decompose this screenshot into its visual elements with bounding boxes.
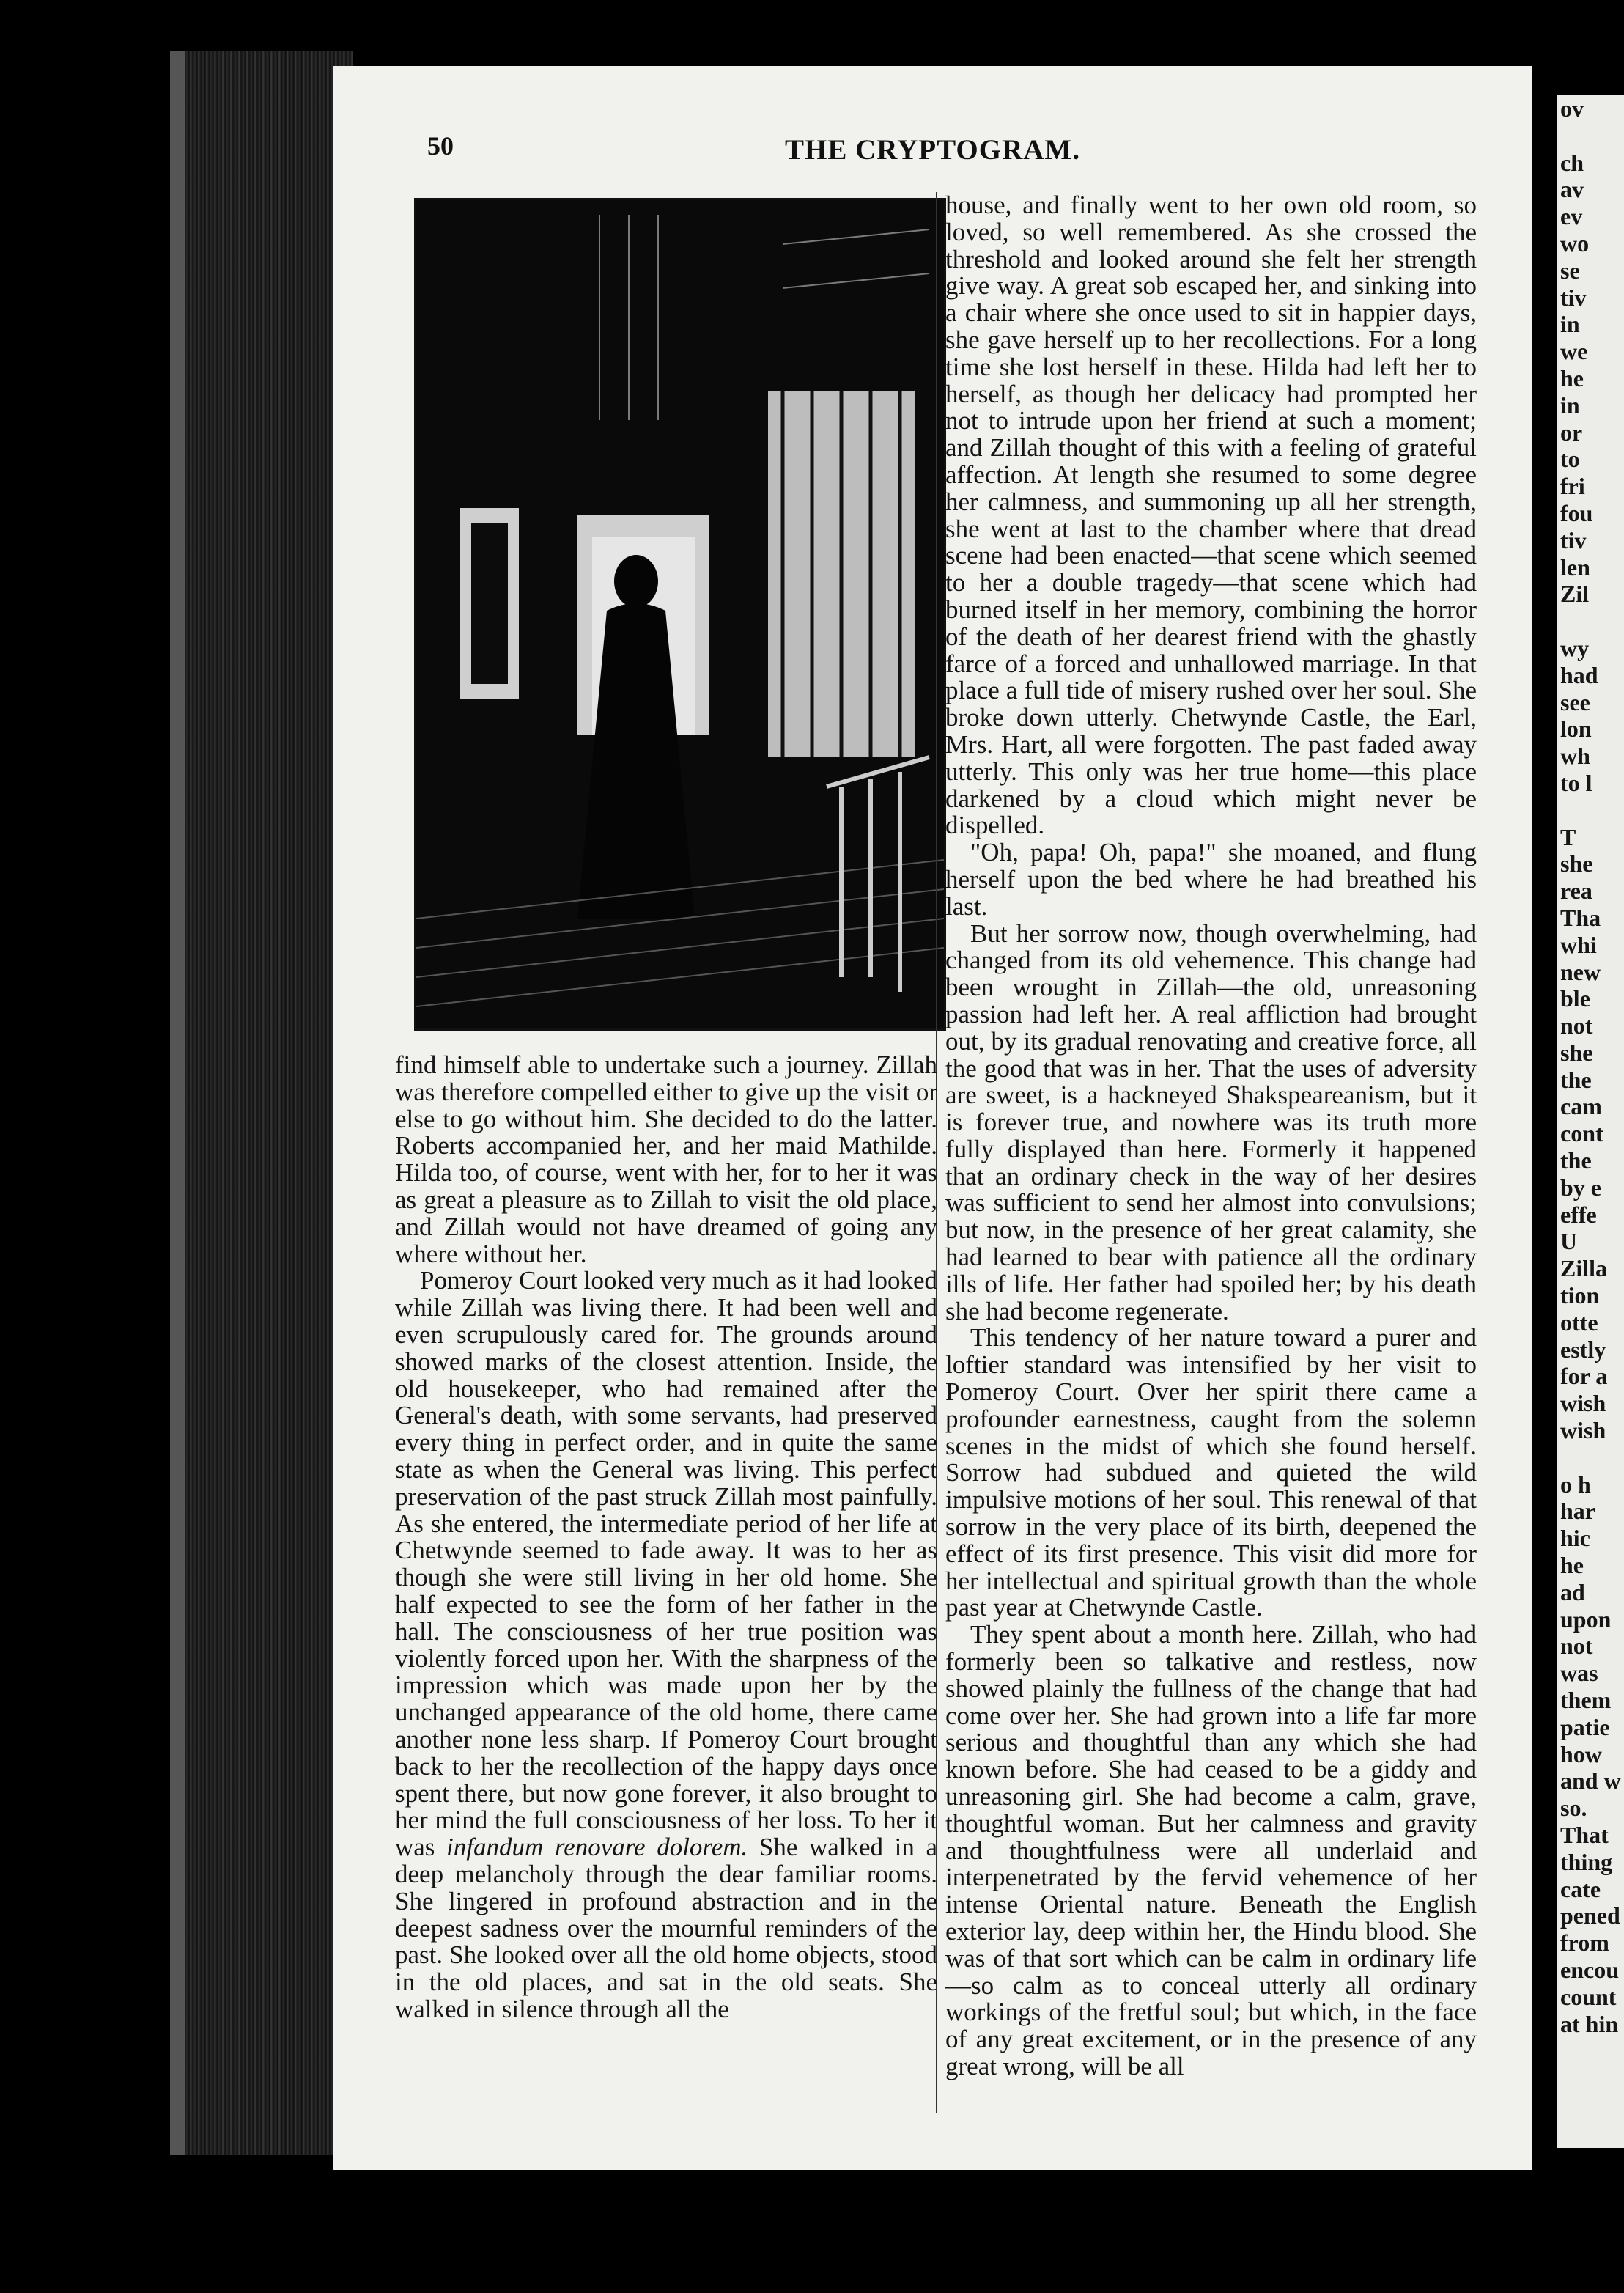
facing-page-text-fragment: for a: [1560, 1363, 1608, 1390]
facing-page-text-fragment: U: [1560, 1228, 1578, 1255]
facing-page-text-fragment: in: [1560, 391, 1580, 419]
facing-page-text-fragment: wish: [1560, 1417, 1606, 1444]
facing-page-text-fragment: rea: [1560, 877, 1592, 905]
facing-page-text-fragment: ad: [1560, 1578, 1585, 1605]
book-page-edges: [170, 51, 353, 2155]
facing-page-text-fragment: lon: [1560, 715, 1592, 743]
facing-page-text-fragment: fou: [1560, 499, 1593, 526]
facing-page-text-fragment: har: [1560, 1498, 1595, 1525]
engraving-illustration: [414, 198, 946, 1031]
facing-page-text-fragment: new: [1560, 958, 1601, 985]
facing-page-text-fragment: we: [1560, 338, 1588, 365]
facing-page-text-fragment: tiv: [1560, 526, 1587, 553]
facing-page-text-fragment: upon: [1560, 1605, 1612, 1633]
facing-page-text-fragment: Tha: [1560, 904, 1601, 931]
facing-page-text-fragment: cont: [1560, 1120, 1603, 1147]
paragraph-text: She walked in a deep melancholy through the dear familiar rooms. She lingered in profound abstraction and in the deepest sadness over the mournful reminders of the past. She looked over all the old home objects, stood in the old places, and sat in the old seats. She walked in silence through all the: [395, 1833, 937, 2023]
facing-page-text-fragment: by e: [1560, 1174, 1601, 1201]
paragraph: This tendency of her nature toward a purer and loftier standard was intensified by her visit to Pomeroy Court. Over her spirit there came a profounder earnestness, caught from the solemn scenes in the midst of which she found herself. Sorrow had subdued and quieted the wild impulsive motions of her soul. This renewal of that sorrow in the very place of its birth, deepened the effect of its first presence. This visit did more for her intellectual and spiritual growth than the whole past year at Chetwynde Castle.: [945, 1323, 1477, 1622]
facing-page-text-fragment: was: [1560, 1660, 1598, 1687]
facing-page-text-fragment: so.: [1560, 1795, 1587, 1822]
facing-page-text-fragment: to l: [1560, 769, 1592, 796]
facing-page-text-fragment: thing: [1560, 1848, 1613, 1875]
facing-page-text-fragment: wish: [1560, 1390, 1606, 1417]
facing-page-text-fragment: patie: [1560, 1713, 1610, 1740]
facing-page-text-fragment: see: [1560, 688, 1590, 715]
facing-page-text-fragment: had: [1560, 661, 1598, 688]
facing-page-text-fragment: [1557, 797, 1624, 824]
facing-page-text-fragment: in: [1560, 311, 1580, 338]
facing-page-text-fragment: Zil: [1560, 581, 1590, 608]
facing-page-text-fragment: she: [1560, 850, 1593, 877]
facing-page-text-fragment: estly: [1560, 1336, 1606, 1363]
woman-in-doorway-icon: [416, 200, 944, 1028]
facing-page-text-fragment: she: [1560, 1039, 1593, 1066]
paragraph: find himself able to undertake such a journey. Zillah was therefore compelled either to give up the visit or else to go without him. She decided to do the latter. Roberts accompanied her, and her maid Mathilde. Hilda too, of course, went with her, for to her it was as great a pleasure as to Zillah to visit the old place, and Zillah would not have dreamed of going any where without her.: [395, 1050, 937, 1268]
facing-page-text-fragment: count: [1560, 1983, 1617, 2010]
paragraph: But her sorrow now, though overwhelming, had changed from its old vehemence. This change had been wrought in Zillah—the old, unreasoning passion had left her. A real affliction had brought out, by its gradual renovating and creative force, all the good that was in her. That the uses of adversity are sweet, is a hackneyed Shakspeareanism, but it is forever true, and nowhere was its truth more fully displayed than here. Formerly it happened that an ordinary check in the way of her desires was sufficient to send her almost into convulsions; but now, in the presence of her great calamity, she had learned to bear with patience all the ordinary ills of life. Her father had spoiled her; by his death she had become regenerate.: [945, 919, 1477, 1325]
facing-page-text-fragment: ov: [1560, 95, 1584, 122]
facing-page-text-fragment: o h: [1560, 1471, 1591, 1498]
facing-page-text-fragment: whi: [1560, 931, 1597, 958]
facing-page-text-fragment: the: [1560, 1147, 1592, 1174]
facing-page-text-fragment: tion: [1560, 1282, 1600, 1309]
facing-page-text-fragment: ch: [1560, 149, 1584, 176]
facing-page-text-fragment: not: [1560, 1012, 1593, 1039]
facing-page-text-fragment: from: [1560, 1929, 1609, 1957]
facing-page-text-fragment: That: [1560, 1822, 1609, 1848]
facing-page-text-fragment: at hin: [1560, 2010, 1619, 2037]
running-head: [333, 130, 1532, 167]
facing-page-text-fragment: Zilla: [1560, 1255, 1608, 1282]
facing-page-text-fragment: ble: [1560, 985, 1590, 1012]
facing-page-text-fragment: wo: [1560, 229, 1590, 257]
page-number: 50: [427, 131, 454, 161]
facing-page-fragment: [1557, 95, 1624, 2148]
facing-page-text-fragment: the: [1560, 1066, 1592, 1093]
facing-page-text-fragment: how: [1560, 1740, 1602, 1767]
paragraph: house, and finally went to her own old room, so loved, so well remembered. As she crossed the threshold and looked around she felt her strength give way. A great sob escaped her, and sinking into a chair where she once used to sit in happier days, she gave herself up to her recollections. For a long time she lost herself in these. Hilda had left her to herself, as though her delicacy had prompted her not to intrude upon her friend at such a moment; and Zillah thought of this with a feeling of grateful affection. At length she resumed to some degree her calmness, and summoning up all her strength, she went at last to the chamber where that dread scene had been enacted—that scene which seemed to her a double tragedy—that scene which had burned itself in her memory, combining the horror of the death of her dearest friend with the ghastly farce of a forced and unhallowed marriage. In that place a full tide of misery rushed over her soul. She broke down utterly. Chetwynde Castle, the Earl, Mrs. Hart, all were forgotten. The past faded away utterly. This only was her true home—this place darkened by a cloud which might never be dispelled.: [945, 191, 1477, 840]
page-title: THE CRYPTOGRAM.: [785, 134, 1080, 166]
right-column: [945, 192, 1477, 2080]
facing-page-text-fragment: he: [1560, 1552, 1584, 1579]
latin-phrase: infandum renovare dolorem.: [446, 1833, 748, 1862]
facing-page-text-fragment: tiv: [1560, 284, 1587, 311]
paragraph: "Oh, papa! Oh, papa!" she moaned, and flung herself upon the bed where he had breathed his last.: [945, 838, 1477, 921]
facing-page-text-fragment: effe: [1560, 1201, 1597, 1228]
facing-page-text-fragment: se: [1560, 257, 1580, 284]
facing-page-text-fragment: len: [1560, 553, 1590, 581]
facing-page-text-fragment: cam: [1560, 1093, 1602, 1120]
facing-page-text-fragment: pened: [1560, 1902, 1620, 1929]
facing-page-text-fragment: T: [1560, 823, 1576, 850]
facing-page-text-fragment: ev: [1560, 203, 1583, 230]
facing-page-text-fragment: [1557, 122, 1624, 150]
facing-page-text-fragment: encou: [1560, 1956, 1619, 1983]
paragraph: [395, 1267, 937, 2023]
facing-page-text-fragment: them: [1560, 1687, 1612, 1714]
paragraph-text: Pomeroy Court looked very much as it had looked while Zillah was living there. It had been well and even scrupulously cared for. The grounds around showed marks of the closest attention. Inside, the old housekeeper, who had remained after the General's death, with some servants, had preserved every thing in perfect order, and in quite the same state as when the General was living. This perfect preservation of the past struck Zillah most painfully. As she entered, the intermediate period of her life at Chetwynde seemed to fade away. It was to her as though she were still living in her old home. She half expected to see the form of her father in the hall. The consciousness of her true position was violently forced upon her. With the sharpness of the impression which was made upon her by the unchanged appearance of the old home, there came another none less sharp. If Pomeroy Court brought back to her the recollection of the happy days once spent there, but now gone forever, it also brought to her mind the full consciousness of her loss. To her it was: [395, 1266, 937, 1862]
facing-page-text-fragment: cate: [1560, 1875, 1601, 1902]
facing-page-text-fragment: [1557, 608, 1624, 635]
facing-page-text-fragment: he: [1560, 364, 1584, 391]
left-column: [395, 1052, 937, 2023]
facing-page-text-fragment: to: [1560, 446, 1580, 473]
facing-page-text-fragment: hic: [1560, 1525, 1590, 1552]
facing-page-text-fragment: not: [1560, 1633, 1593, 1660]
book-page: [333, 66, 1532, 2170]
facing-page-text-fragment: fri: [1560, 473, 1585, 500]
facing-page-text-fragment: [1557, 1444, 1624, 1471]
paragraph: They spent about a month here. Zillah, who had formerly been so talkative and restless, now showed plainly the fullness of the change that had come over her. She had grown into a life far more serious and thoughtful than any which she had known before. She had ceased to be a giddy and unreasoning girl. She had become a calm, grave, thoughtful woman. But her calmness and gravity and thoughtfulness were all underlaid and interpenetrated by the fervid vehemence of her intense Oriental nature. Beneath the English exterior lay, deep within her, the Hindu blood. She was of that sort which can be calm in ordinary life—so calm as to conceal utterly all ordinary workings of the fretful soul; but which, in the face of any great excitement, or in the presence of any great wrong, will be all: [945, 1620, 1477, 2080]
facing-page-text-fragment: wy: [1560, 634, 1590, 661]
facing-page-text-fragment: av: [1560, 176, 1584, 203]
facing-page-text-fragment: otte: [1560, 1309, 1598, 1336]
facing-page-text-fragment: wh: [1560, 743, 1590, 770]
facing-page-text-fragment: or: [1560, 419, 1583, 446]
facing-page-text-fragment: and w: [1560, 1767, 1621, 1795]
